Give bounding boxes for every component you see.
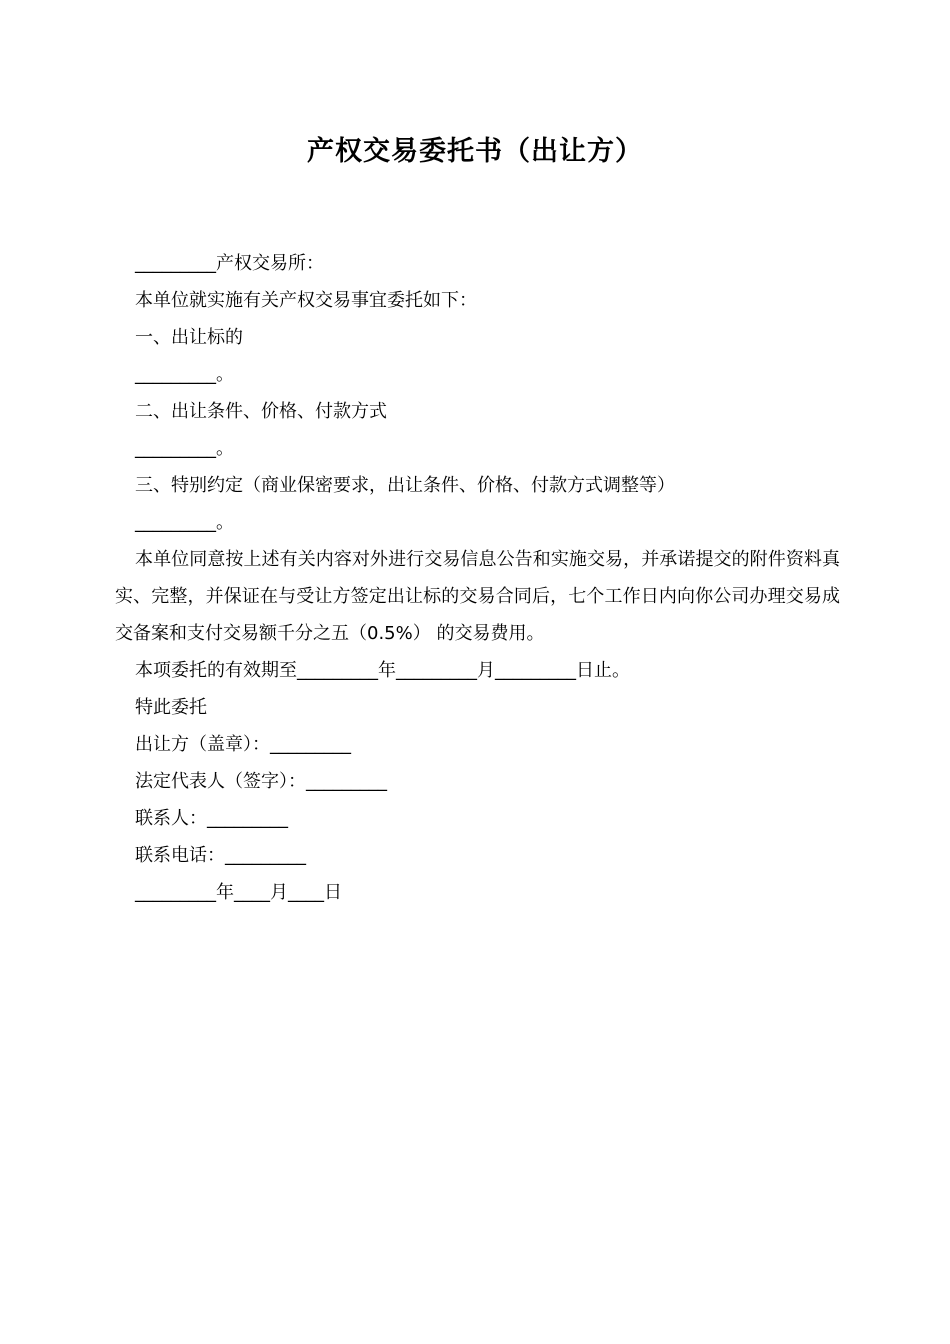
- item2-heading: 二、出让条件、价格、付款方式: [135, 401, 387, 422]
- contact-phone-line: 联系电话：_________: [135, 845, 306, 866]
- agreement-paragraph: 本单位同意按上述有关内容对外进行交易信息公告和实施交易，并承诺提交的附件资料真实、完整，并保证在与受让方签定出让标的交易合同后，七个工作日内向你公司办理交易成交备案和支付交易额千分之五（0.5%） 的交易费用。: [115, 549, 840, 644]
- item3-heading: 三、特别约定（商业保密要求，出让条件、价格、付款方式调整等）: [135, 475, 675, 496]
- validity-line: 本项委托的有效期至_________年_________月_________日止。: [135, 660, 630, 681]
- item2-blank: _________。: [135, 438, 234, 459]
- transferor-seal-line: 出让方（盖章）：_________: [135, 734, 351, 755]
- item1-blank: _________。: [135, 364, 234, 385]
- legal-rep-signature-line: 法定代表人（签字）：_________: [135, 771, 387, 792]
- item3-blank: _________。: [135, 512, 234, 533]
- document-body: [115, 245, 840, 911]
- document-title: 产权交易委托书（出让方）: [307, 136, 643, 167]
- item1-heading: 一、出让标的: [135, 327, 243, 348]
- closing-line: 特此委托: [135, 697, 207, 718]
- contact-person-line: 联系人：_________: [135, 808, 288, 829]
- intro-line: 本单位就实施有关产权交易事宜委托如下：: [135, 290, 477, 311]
- addressee-line: _________产权交易所：: [135, 253, 324, 274]
- date-line: _________年____月____日: [135, 882, 342, 903]
